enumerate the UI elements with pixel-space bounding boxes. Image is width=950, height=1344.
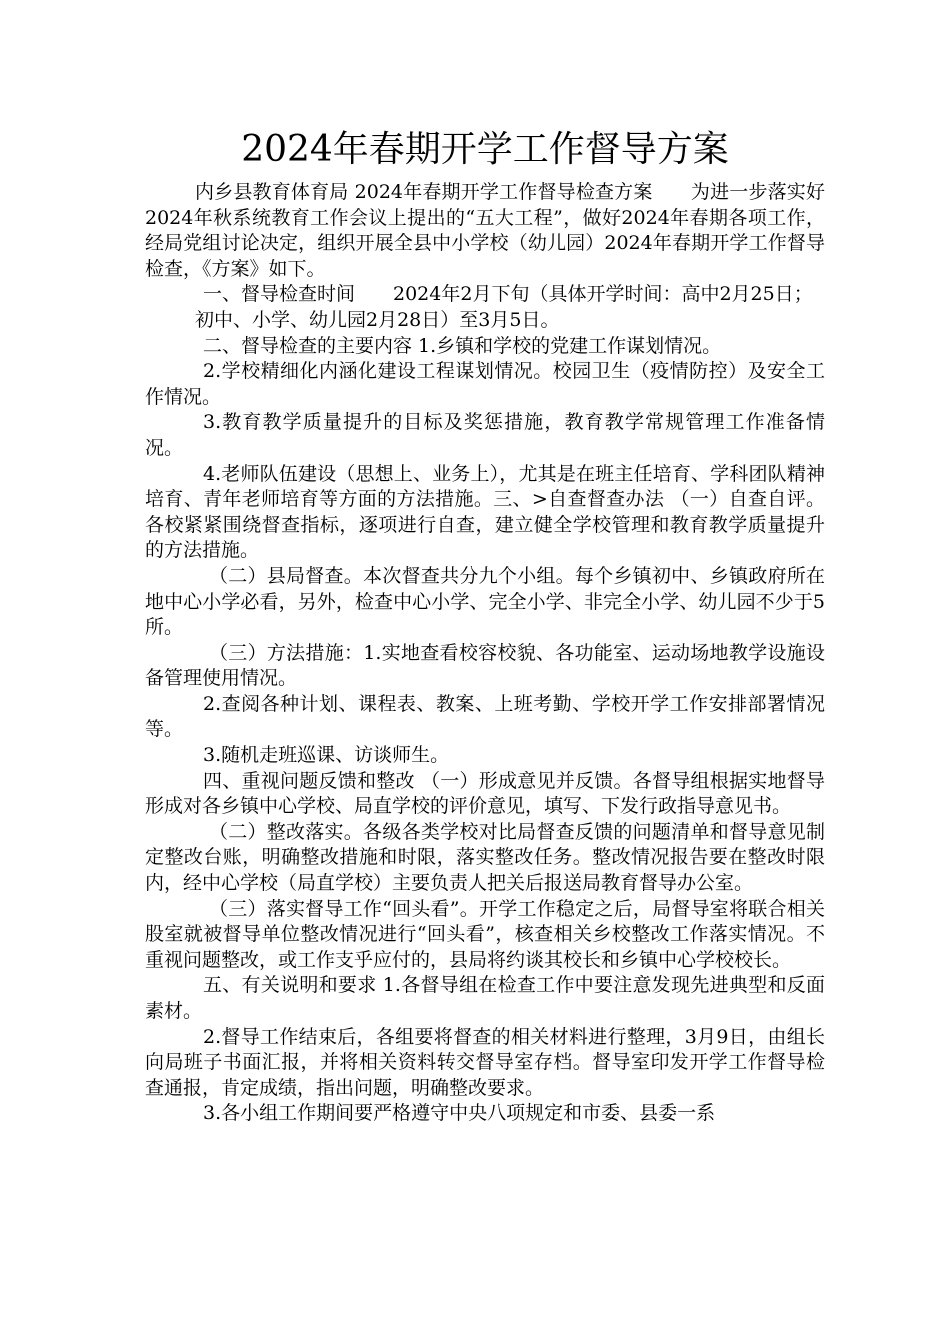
paragraph: 2.督导工作结束后，各组要将督查的相关材料进行整理，3月9日，由组长向局班子书面汇报，并将相关资料转交督导室存档。督导室印发开学工作督导检查通报，肯定成绩，指出问题，明确整改要求。: [145, 1025, 825, 1099]
paragraph: （三）方法措施：1.实地查看校容校貌、各功能室、运动场地教学设施设备管理使用情况。: [145, 641, 825, 690]
paragraph: 4.老师队伍建设（思想上、业务上），尤其是在班主任培育、学科团队精神培育、青年老师培育等方面的方法措施。三、>自查督查办法 （一）自查自评。各校紧紧围绕督查指标，逐项进行自查，建立健全学校管理和教育教学质量提升的方法措施。: [145, 462, 825, 562]
paragraph: 3.各小组工作期间要严格遵守中央八项规定和市委、县委一系: [203, 1102, 716, 1125]
paragraph: 3.随机走班巡课、访谈师生。: [203, 744, 450, 767]
document-title: 2024年春期开学工作督导方案: [241, 129, 729, 170]
paragraph: 一、督导检查时间 2024年2月下旬（具体开学时间：高中2月25日；: [203, 283, 813, 306]
paragraph: （二）整改落实。各级各类学校对比局督查反馈的问题清单和督导意见制定整改台账，明确整改措施和时限，落实整改任务。整改情况报告要在整改时限内，经中心学校（局直学校）主要负责人把关后报送局教育督导办公室。: [145, 820, 825, 895]
document-page: [145, 126, 825, 1127]
paragraph: 2.学校精细化内涵化建设工程谋划情况。校园卫生（疫情防控）及安全工作情况。: [145, 360, 825, 408]
paragraph: （二）县局督查。本次督查共分九个小组。每个乡镇初中、乡镇政府所在地中心小学必看，另外，检查中心小学、完全小学、非完全小学、幼儿园不少于5所。: [145, 564, 825, 639]
document-body: [145, 180, 825, 1127]
paragraph: 二、督导检查的主要内容 1.乡镇和学校的党建工作谋划情况。: [203, 334, 722, 357]
paragraph: 3.教育教学质量提升的目标及奖惩措施，教育教学常规管理工作准备情况。: [145, 411, 825, 459]
paragraph: 2.查阅各种计划、课程表、教案、上班考勤、学校开学工作安排部署情况等。: [145, 692, 825, 741]
paragraph: 五、有关说明和要求 1.各督导组在检查工作中要注意发现先进典型和反面素材。: [145, 974, 825, 1022]
paragraph: 四、重视问题反馈和整改 （一）形成意见并反馈。各督导组根据实地督导形成对各乡镇中心学校、局直学校的评价意见，填写、下发行政指导意见书。: [145, 769, 825, 818]
paragraph: 初中、小学、幼儿园2月28日）至3月5日。: [195, 308, 560, 331]
paragraph: （三）落实督导工作“回头看”。开学工作稳定之后，局督导室将联合相关股室就被督导单位整改情况进行“回头看”，核查相关乡校整改工作落实情况。不重视问题整改，或工作支乎应付的，县局将约谈其校长和乡镇中心学校校长。: [145, 897, 825, 971]
paragraph: 内乡县教育体育局 2024年春期开学工作督导检查方案 为进一步落实好2024年秋系统教育工作会议上提出的“五大工程”，做好2024年春期各项工作，经局党组讨论决定，组织开展全县中小学校（幼儿园）2024年春期开学工作督导检查，《方案》如下。: [145, 181, 825, 280]
